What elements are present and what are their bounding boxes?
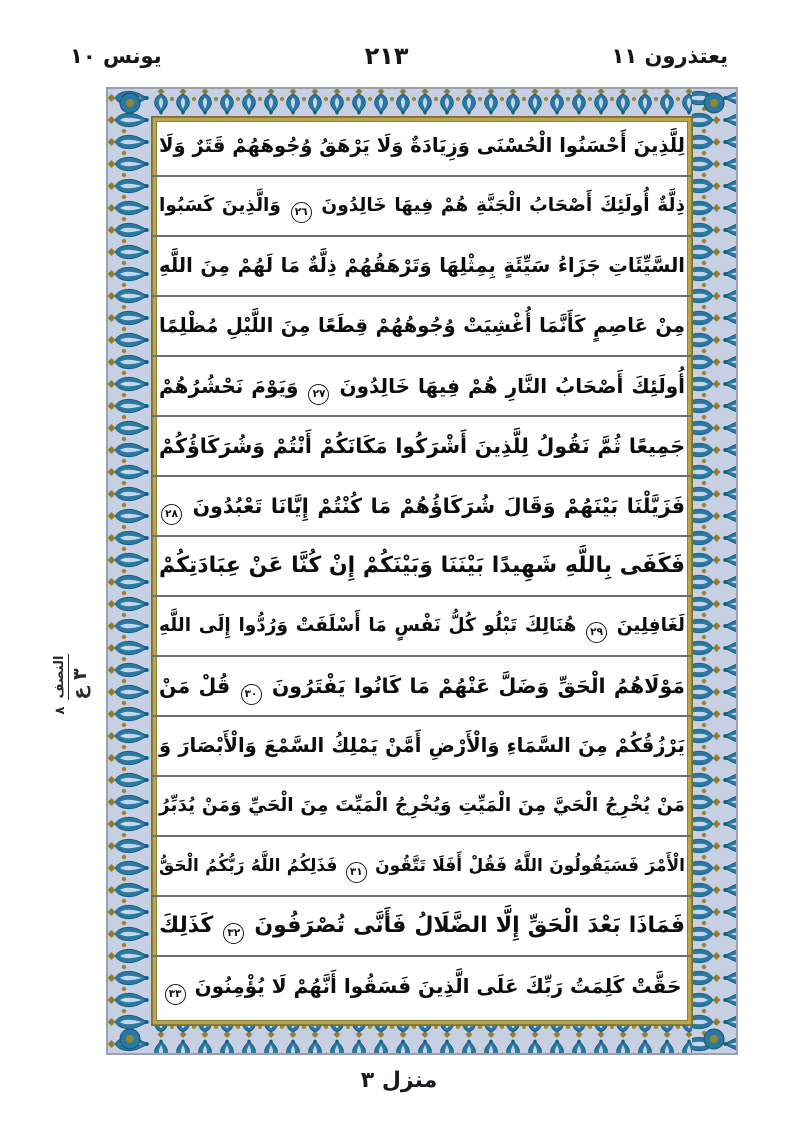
quran-line: [152, 177, 692, 237]
quran-line: [152, 117, 692, 177]
ayah-text: وَيَوْمَ نَحْشُرُهُمْ: [159, 374, 299, 398]
quran-line: [152, 777, 692, 837]
ayah-end-marker: ٣٣: [165, 984, 186, 1005]
page-number: ٢١٣: [364, 42, 409, 70]
ayah-text: كَذَلِكَ: [159, 913, 214, 938]
quran-line: [152, 417, 692, 477]
quran-line: [152, 837, 692, 897]
ayah-text: مَوْلَاهُمُ الْحَقِّ وَضَلَّ عَنْهُمْ مَا كَانُوا يَفْتَرُونَ: [271, 674, 685, 698]
quran-line: [152, 957, 692, 1017]
ayah-end-marker: ٢٨: [161, 504, 182, 525]
ayah-text: مِنْ عَاصِمٍ كَأَنَّمَا أُغْشِيَتْ وُجُوهُهُمْ قِطَعًا مِنَ اللَّيْلِ مُظْلِمًا: [159, 314, 685, 337]
juz-name-label: يعتذرون ١١: [611, 44, 728, 68]
manzil-label: منزل ٣: [360, 1068, 438, 1093]
ayah-text: حَقَّتْ كَلِمَتُ رَبِّكَ عَلَى الَّذِينَ فَسَقُوا أَنَّهُمْ لَا يُؤْمِنُونَ: [194, 974, 682, 998]
page-header: [70, 38, 728, 74]
surah-name-label: يونس ١٠: [70, 44, 162, 68]
ayah-text: لِلَّذِينَ أَحْسَنُوا الْحُسْنَى وَزِيَادَةٌ وَلَا يَرْهَقُ وُجُوهَهُمْ قَتَرٌ وَلَا: [159, 134, 685, 157]
ayah-text: فَكَفَى بِاللَّهِ شَهِيدًا بَيْنَنَا وَبَيْنَكُمْ إِنْ كُنَّا عَنْ عِبَادَتِكُمْ: [159, 553, 685, 578]
ayah-text: مَنْ يُخْرِجُ الْحَيَّ مِنَ الْمَيِّتِ وَيُخْرِجُ الْمَيِّتَ مِنَ الْحَيِّ وَمَنْ يُدَبِّرُ: [159, 795, 685, 816]
ayah-end-marker: ٢٦: [291, 202, 312, 223]
ayah-text: فَمَاذَا بَعْدَ الْحَقِّ إِلَّا الضَّلَالُ فَأَنَّى تُصْرَفُونَ: [254, 913, 685, 938]
margin-ruku-symbol: ٣ ع: [69, 668, 91, 700]
quran-line: [152, 657, 692, 717]
quran-line: [152, 357, 692, 417]
ayah-end-marker: ٣١: [346, 862, 367, 883]
ayah-end-marker: ٢٩: [586, 622, 607, 643]
quran-line: [152, 477, 692, 537]
ayah-text: لَغَافِلِينَ: [616, 615, 685, 636]
margin-ruku-note: [52, 636, 104, 732]
quran-line: [152, 237, 692, 297]
ayah-end-marker: ٣٠: [241, 684, 262, 705]
margin-portion-label: النصف: [52, 655, 67, 699]
ayah-text: جَمِيعًا ثُمَّ نَقُولُ لِلَّذِينَ أَشْرَكُوا مَكَانَكُمْ أَنْتُمْ وَشُرَكَاؤُكُمْ: [159, 434, 685, 458]
ayah-text: وَالَّذِينَ كَسَبُوا: [159, 195, 281, 216]
page-footer: [0, 1068, 798, 1093]
ayah-text: أُولَئِكَ أَصْحَابُ النَّارِ هُمْ فِيهَا خَالِدُونَ: [339, 374, 685, 398]
ayah-end-marker: ٣٢: [223, 923, 244, 944]
quran-line: [152, 597, 692, 657]
quran-line: [152, 897, 692, 957]
ayah-text: فَذَلِكُمُ اللَّهُ رَبُّكُمُ الْحَقُّ: [159, 856, 338, 876]
ayah-text: قُلْ مَنْ: [159, 674, 231, 698]
quran-line: [152, 297, 692, 357]
quran-lines: [152, 117, 692, 1025]
margin-portion-row: [52, 654, 69, 715]
ayah-text: ذِلَّةٌ أُولَئِكَ أَصْحَابُ الْجَنَّةِ هُمْ فِيهَا خَالِدُونَ: [321, 195, 685, 216]
quran-line: [152, 537, 692, 597]
ayah-text: فَزَيَّلْنَا بَيْنَهُمْ وَقَالَ شُرَكَاؤُهُمْ مَا كُنْتُمْ إِيَّانَا تَعْبُدُونَ: [192, 494, 686, 518]
ayah-end-marker: ٢٧: [308, 384, 329, 405]
quran-line: [152, 717, 692, 777]
ayah-text: الْأَمْرَ فَسَيَقُولُونَ اللَّهُ فَقُلْ أَفَلَا تَتَّقُونَ: [375, 856, 685, 876]
ayah-text: هُنَالِكَ تَبْلُو كُلُّ نَفْسٍ مَا أَسْلَفَتْ وَرُدُّوا إِلَى اللَّهِ: [159, 615, 577, 636]
margin-count-label: ٨: [53, 706, 68, 715]
ayah-text: يَرْزُقُكُمْ مِنَ السَّمَاءِ وَالْأَرْضِ أَمَّنْ يَمْلِكُ السَّمْعَ وَالْأَبْصَارَ وَ: [159, 734, 685, 757]
ayah-text: السَّيِّئَاتِ جَزَاءُ سَيِّئَةٍ بِمِثْلِهَا وَتَرْهَقُهُمْ ذِلَّةٌ مَا لَهُمْ مِنَ اللَّهِ: [159, 254, 685, 277]
